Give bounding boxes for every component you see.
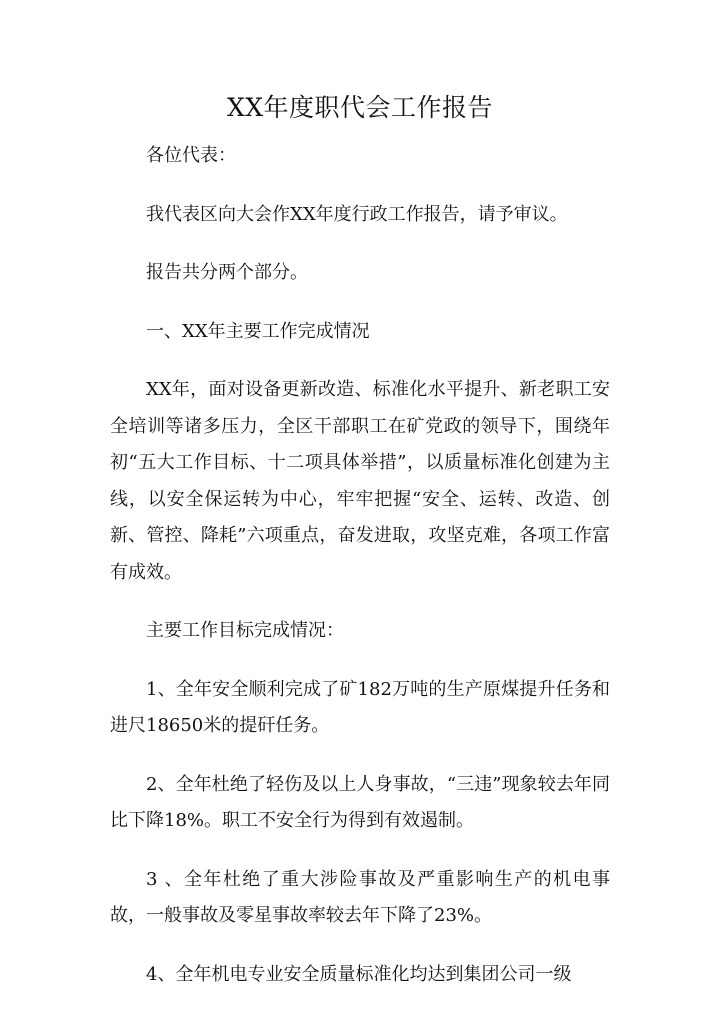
paragraph-gap [110,591,610,613]
paragraph-item-1: 1、全年安全顺利完成了矿182万吨的生产原煤提升任务和进尺18650米的提矸任务。 [110,678,610,736]
document-title: XX年度职代会工作报告 [226,93,494,122]
paragraph-targets-heading: 主要工作目标完成情况： [146,620,344,641]
document-body [110,138,610,993]
paragraph-gap [110,350,610,372]
paragraph-item-4: 4、全年机电专业安全质量标准化均达到集团公司一级 [146,963,572,985]
paragraph-gap [110,840,610,862]
paragraph-gap [110,650,610,672]
paragraph-outline: 报告共分两个部分。 [146,262,308,283]
paragraph-summary: XX年，面对设备更新改造、标准化水平提升、新老职工安全培训等诸多压力，全区干部职工在矿党政的领导下，围绕年初“五大工作目标、十二项具体举措”，以质量标准化创建为主线，以安全保运转为中心，牢牢把握“安全、运转、改造、创新、管控、降耗”六项重点，奋发进取，攻坚克难，各项工作富有成效。 [110,379,610,583]
paragraph-item-3: 3 、全年杜绝了重大涉险事故及严重影响生产的机电事故，一般事故及零星事故率较去年下降了23%。 [110,868,610,926]
paragraph-intro: 我代表区向大会作XX年度行政工作报告，请予审议。 [146,203,568,225]
paragraph-salutation: 各位代表： [146,145,236,166]
paragraph-gap [110,292,610,314]
paragraph-gap [110,745,610,767]
paragraph-gap [110,233,610,255]
paragraph-gap [110,935,610,957]
paragraph-gap [110,175,610,197]
paragraph-item-2: 2、全年杜绝了轻伤及以上人身事故，“三违”现象较去年同比下降18%。职工不安全行为得到有效遏制。 [110,773,610,831]
section-heading: 一、XX年主要工作完成情况 [146,320,370,342]
